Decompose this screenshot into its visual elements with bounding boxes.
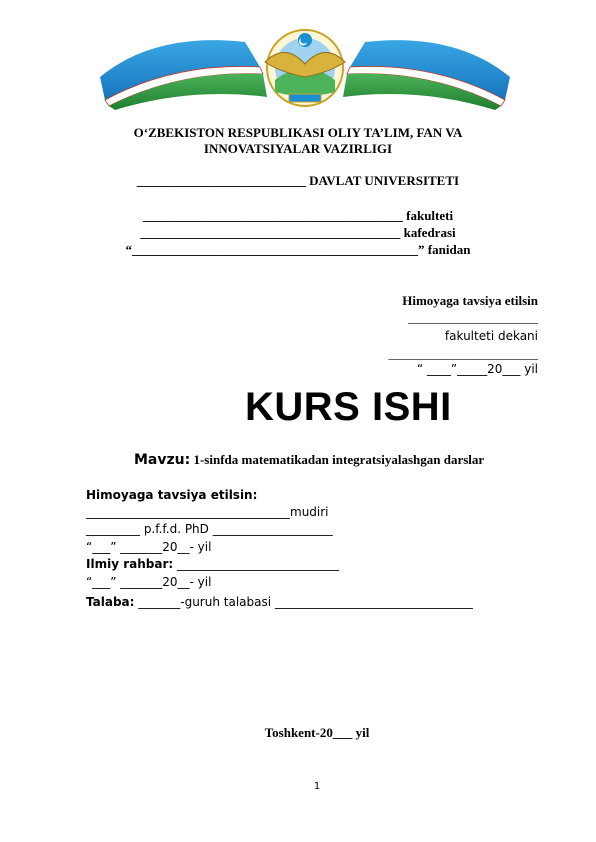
- faculty-line: ________________________________________ fakulteti: [142, 208, 454, 223]
- right-flag: [343, 40, 510, 110]
- approval-right-heading: Himoyaga tavsiya etilsin: [402, 293, 538, 308]
- approval-left-heading: Himoyaga tavsiya etilsin:: [86, 488, 258, 502]
- date-underline: _______________________: [388, 346, 538, 361]
- approval-left-date-1: “___” _______20__- yil: [86, 540, 212, 554]
- page-number: 1: [313, 781, 321, 792]
- subject-line: “____________________________________________” fanidan: [125, 242, 471, 257]
- university-line: __________________________ DAVLAT UNIVERSITETI: [136, 173, 460, 188]
- department-line: ________________________________________ kafedrasi: [140, 225, 456, 240]
- supervisor-line: [86, 557, 339, 571]
- dean-signature-line: ____________________: [408, 310, 538, 325]
- topic-line: [134, 452, 484, 468]
- phd-line: _________ p.f.f.d. PhD ____________________: [86, 522, 333, 536]
- topic-text: 1-sinfda matematikadan integratsiyalashgan darslar: [193, 452, 485, 467]
- approval-left-date-2: “___” _______20__- yil: [86, 575, 212, 589]
- head-signature-line: __________________________________mudiri: [86, 505, 329, 519]
- dean-label: fakulteti dekani: [444, 329, 538, 343]
- emblem: [265, 30, 345, 106]
- ministry-line-1: O‘ZBEKISTON RESPUBLIKASI OLIY TA’LIM, FAN VA: [133, 125, 463, 140]
- city-year: Toshkent-20___ yil: [264, 725, 370, 740]
- ministry-name: [0, 125, 596, 157]
- approval-right-date: “ ____”_____20___ yil: [416, 362, 538, 376]
- supervisor-underline: ___________________________: [173, 557, 339, 571]
- student-label: Talaba:: [86, 595, 135, 609]
- topic-label: Mavzu:: [134, 452, 191, 468]
- student-group-underline: _______-guruh talabasi _________________________________: [134, 595, 473, 609]
- ministry-line-2: INNOVATSIYALAR VAZIRLIGI: [203, 141, 393, 156]
- document-title: KURS ISHI: [245, 385, 452, 429]
- state-emblem-banner: [95, 22, 515, 110]
- left-flag: [100, 40, 267, 110]
- student-line: [86, 595, 473, 609]
- supervisor-label: Ilmiy rahbar:: [86, 557, 174, 571]
